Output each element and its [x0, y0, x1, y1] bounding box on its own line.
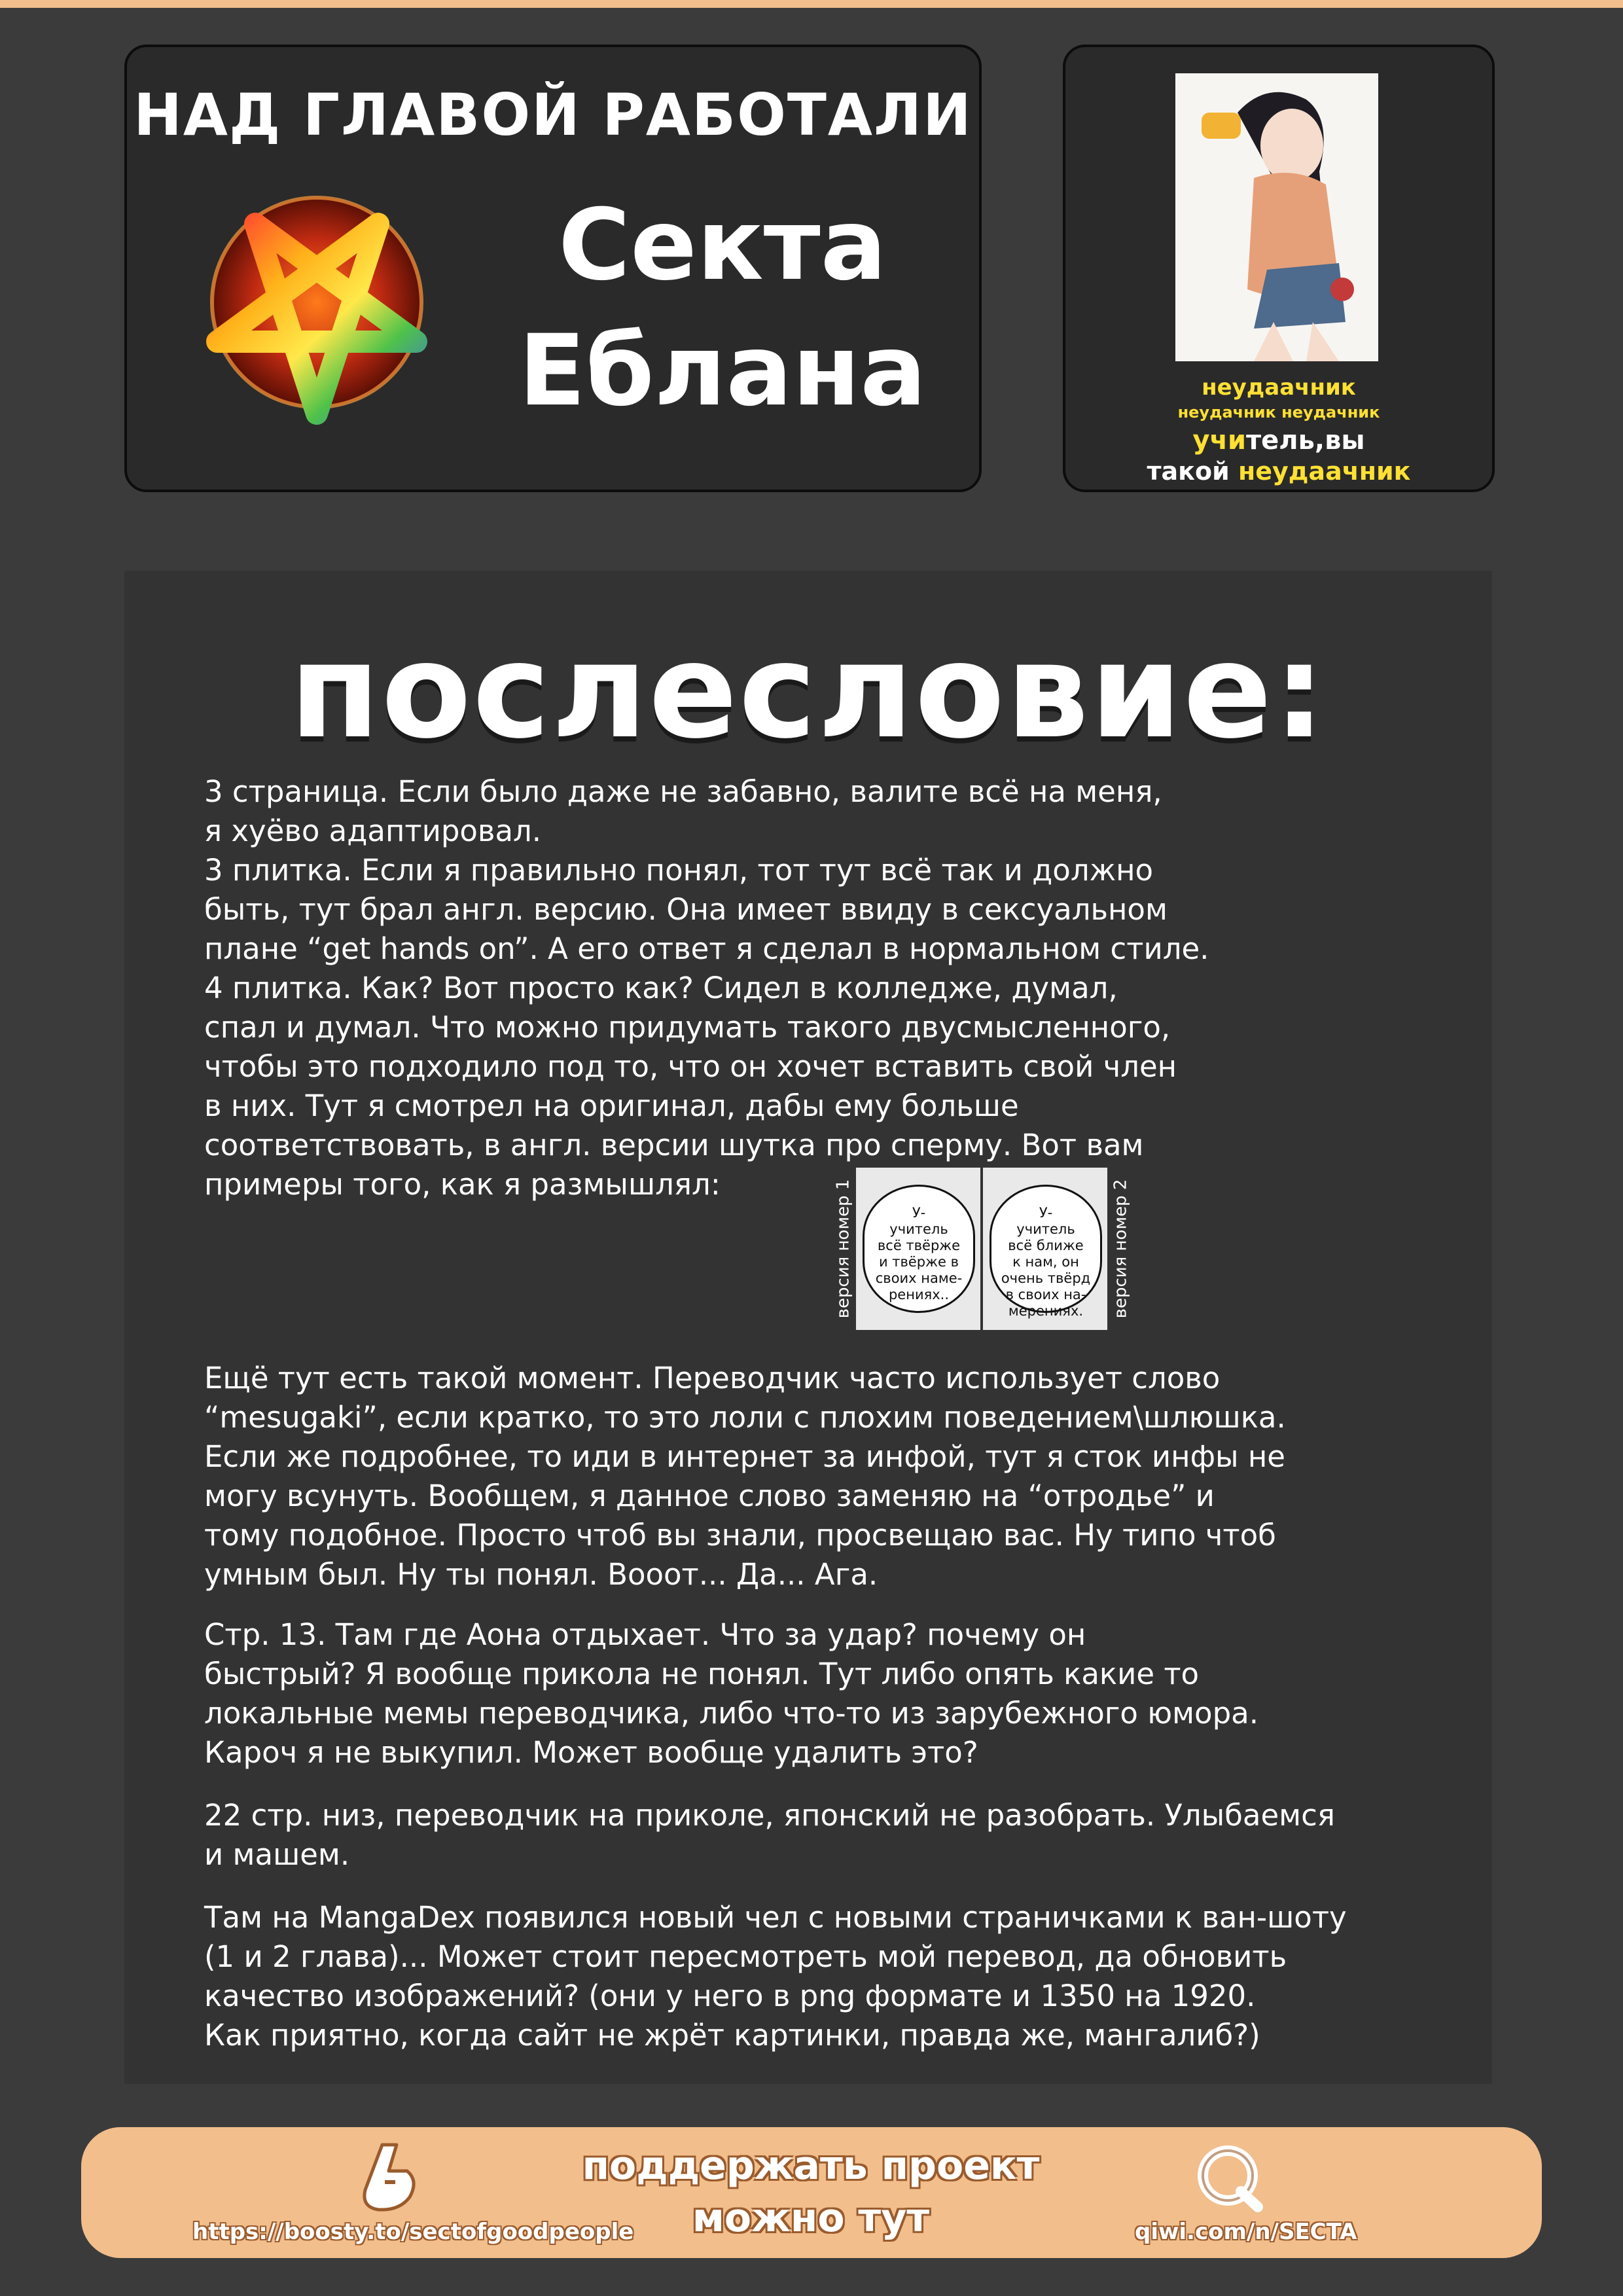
- cover-title-line3: [1065, 425, 1492, 456]
- speech-bubble-1: У- учитель всё твёрже и твёрже в своих наме- рениях..: [863, 1185, 975, 1313]
- cover-title-line2: неудачник неудачник: [1177, 403, 1380, 422]
- credits-heading: НАД ГЛАВОЙ РАБОТАЛИ: [134, 81, 972, 149]
- credits-panel: [124, 45, 982, 492]
- afterword-paragraph-4: 22 стр. низ, переводчик на приколе, японский не разобрать. Улыбаемся и машем.: [204, 1798, 1335, 1872]
- cover-title-line4-part-b: неудаачник: [1238, 457, 1411, 486]
- afterword-panel: [124, 571, 1492, 2084]
- support-line-1: поддержать проект: [582, 2143, 1040, 2189]
- cover-panel: [1063, 45, 1495, 492]
- speech-bubble-2: У- учитель всё ближе к нам, он очень твёрд в своих на- мерениях.: [990, 1185, 1102, 1313]
- cover-title-line3-part-a: учи: [1192, 425, 1246, 456]
- support-banner: [81, 2127, 1542, 2258]
- afterword-title: послесловие:: [289, 615, 1327, 768]
- qiwi-icon[interactable]: [1194, 2142, 1266, 2214]
- cover-title-line1: неудаачник: [1202, 374, 1356, 401]
- afterword-paragraph-1: 3 страница. Если было даже не забавно, валите всё на меня, я хуёво адаптировал. 3 плитка. Если я правильно понял, тот тут всё так и должно быть, тут брал англ. версию. Она имеет ввиду в сексуальном плане “get hands on”. А его ответ я сделал в нормальном стиле. 4 плитка. Как? Вот просто как? Сидел в колледже, думал, спал и думал. Что можно придумать такого двусмысленного, чтобы это подходило под то, что он хочет вставить свой член в них. Тут я смотрел на оригинал, дабы ему больше соответствовать, в англ. версии шутка про сперму. Вот вам примеры того, как я размышлял:: [204, 774, 1209, 1202]
- top-accent-strip: [0, 0, 1623, 8]
- cover-title-line4-part-a: такой: [1147, 457, 1238, 486]
- cover-title-line4: [1065, 457, 1492, 486]
- team-name-line2: Еблана: [518, 314, 927, 428]
- version-2-label: версия номер 2: [1111, 1179, 1130, 1319]
- translation-versions-inset: [830, 1168, 1131, 1330]
- cover-title-line3-part-b: тель: [1245, 425, 1315, 456]
- afterword-paragraph-3: Стр. 13. Там где Аона отдыхает. Что за удар? почему он быстрый? Я вообще прикола не понял. Тут либо опять какие то локальные мемы переводчика, либо что-то из зарубежного юмора. Кароч я не выкупил. Может вообще удалить это?: [204, 1617, 1259, 1770]
- cover-title-line3-part-c: ,вы: [1314, 425, 1365, 456]
- boosty-icon[interactable]: [356, 2142, 421, 2214]
- version-1-label: версия номер 1: [833, 1179, 853, 1319]
- cover-illustration: [1175, 73, 1378, 361]
- boosty-link[interactable]: https://boosty.to/sectofgoodpeople: [192, 2219, 634, 2245]
- afterword-paragraph-2: Ещё тут есть такой момент. Переводчик часто использует слово “mesugaki”, если кратко, то это лоли с плохим поведением\шлюшка. Если же подробнее, то иди в интернет за инфой, тут я сток инфы не могу всунуть. Вообщем, я данное слово заменяю на “отродье” и тому подобное. Просто чтоб вы знали, просвещаю вас. Ну типо чтоб умным был. Ну ты понял. Вooот... Да... Ага.: [204, 1361, 1286, 1592]
- team-name-line1: Секта: [558, 188, 887, 302]
- pentagram-icon: [186, 152, 448, 453]
- qiwi-link[interactable]: qiwi.com/n/SECTA: [1135, 2219, 1357, 2245]
- afterword-paragraph-5: Там на MangaDex появился новый чел с новыми страничками к ван-шоту (1 и 2 глава)... Может стоит пересмотреть мой перевод, да обновить качество изображений? (они у него в png формате и 1350 на 1920. Как приятно, когда сайт не жрёт картинки, правда же, мангалиб?): [204, 1900, 1347, 2053]
- support-line-2: можно тут: [692, 2195, 930, 2241]
